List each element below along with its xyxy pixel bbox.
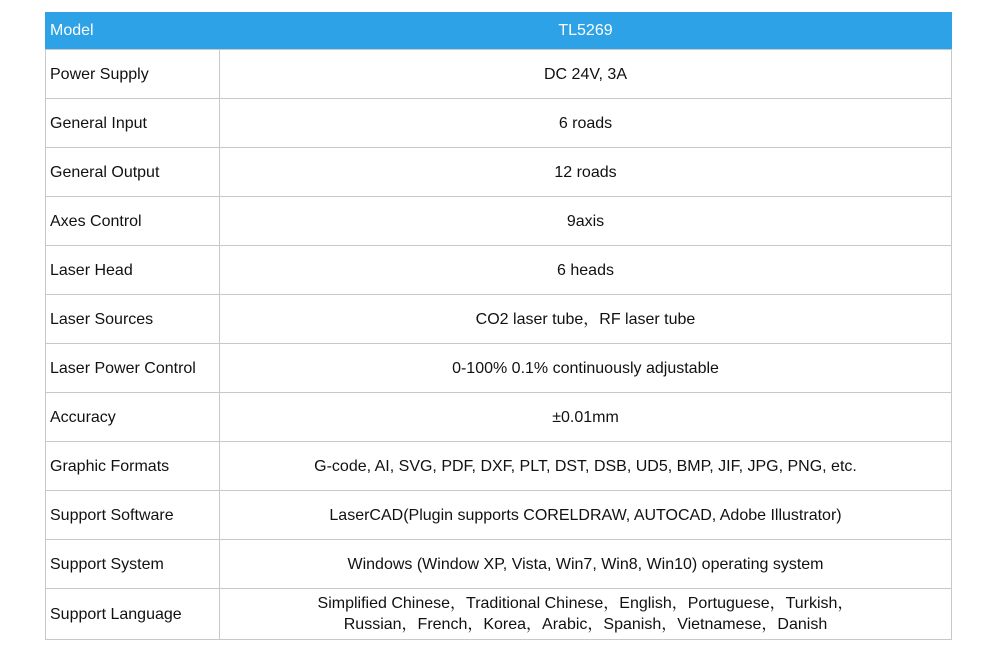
table-row bbox=[46, 442, 952, 491]
header-model-label: Model bbox=[46, 13, 220, 50]
row-label: Support Software bbox=[46, 491, 220, 540]
row-value: CO2 laser tube，RF laser tube bbox=[220, 295, 952, 344]
row-value: 6 heads bbox=[220, 246, 952, 295]
table-header-row bbox=[46, 13, 952, 50]
table-row bbox=[46, 393, 952, 442]
row-value: 6 roads bbox=[220, 99, 952, 148]
row-value-line: Russian，French，Korea，Arabic，Spanish，Vietnamese，Danish bbox=[343, 616, 828, 633]
row-label: General Input bbox=[46, 99, 220, 148]
table-row bbox=[46, 589, 952, 640]
row-value: 9axis bbox=[220, 197, 952, 246]
row-label: Laser Sources bbox=[46, 295, 220, 344]
row-value: ±0.01mm bbox=[220, 393, 952, 442]
row-label: Support System bbox=[46, 540, 220, 589]
row-label: Support Language bbox=[46, 589, 220, 640]
row-label: Accuracy bbox=[46, 393, 220, 442]
table-row bbox=[46, 540, 952, 589]
row-value: G-code, AI, SVG, PDF, DXF, PLT, DST, DSB, UD5, BMP, JIF, JPG, PNG, etc. bbox=[220, 442, 952, 491]
row-label: Laser Head bbox=[46, 246, 220, 295]
table-row bbox=[46, 148, 952, 197]
table-row bbox=[46, 99, 952, 148]
table-row bbox=[46, 197, 952, 246]
table-row bbox=[46, 491, 952, 540]
row-value-line: Simplified Chinese，Traditional Chinese，English，Portuguese，Turkish， bbox=[317, 595, 854, 612]
table-row bbox=[46, 295, 952, 344]
row-label: Axes Control bbox=[46, 197, 220, 246]
table-row bbox=[46, 246, 952, 295]
row-value: 12 roads bbox=[220, 148, 952, 197]
row-label: Graphic Formats bbox=[46, 442, 220, 491]
header-model-value: TL5269 bbox=[220, 13, 952, 50]
row-label: Laser Power Control bbox=[46, 344, 220, 393]
row-label: General Output bbox=[46, 148, 220, 197]
spec-table bbox=[45, 12, 952, 640]
row-value: LaserCAD(Plugin supports CORELDRAW, AUTOCAD, Adobe Illustrator) bbox=[220, 491, 952, 540]
table-row bbox=[46, 50, 952, 99]
row-value: 0-100% 0.1% continuously adjustable bbox=[220, 344, 952, 393]
row-value: Windows (Window XP, Vista, Win7, Win8, Win10) operating system bbox=[220, 540, 952, 589]
row-value-multiline bbox=[220, 589, 952, 640]
row-value: DC 24V, 3A bbox=[220, 50, 952, 99]
row-label: Power Supply bbox=[46, 50, 220, 99]
table-row bbox=[46, 344, 952, 393]
